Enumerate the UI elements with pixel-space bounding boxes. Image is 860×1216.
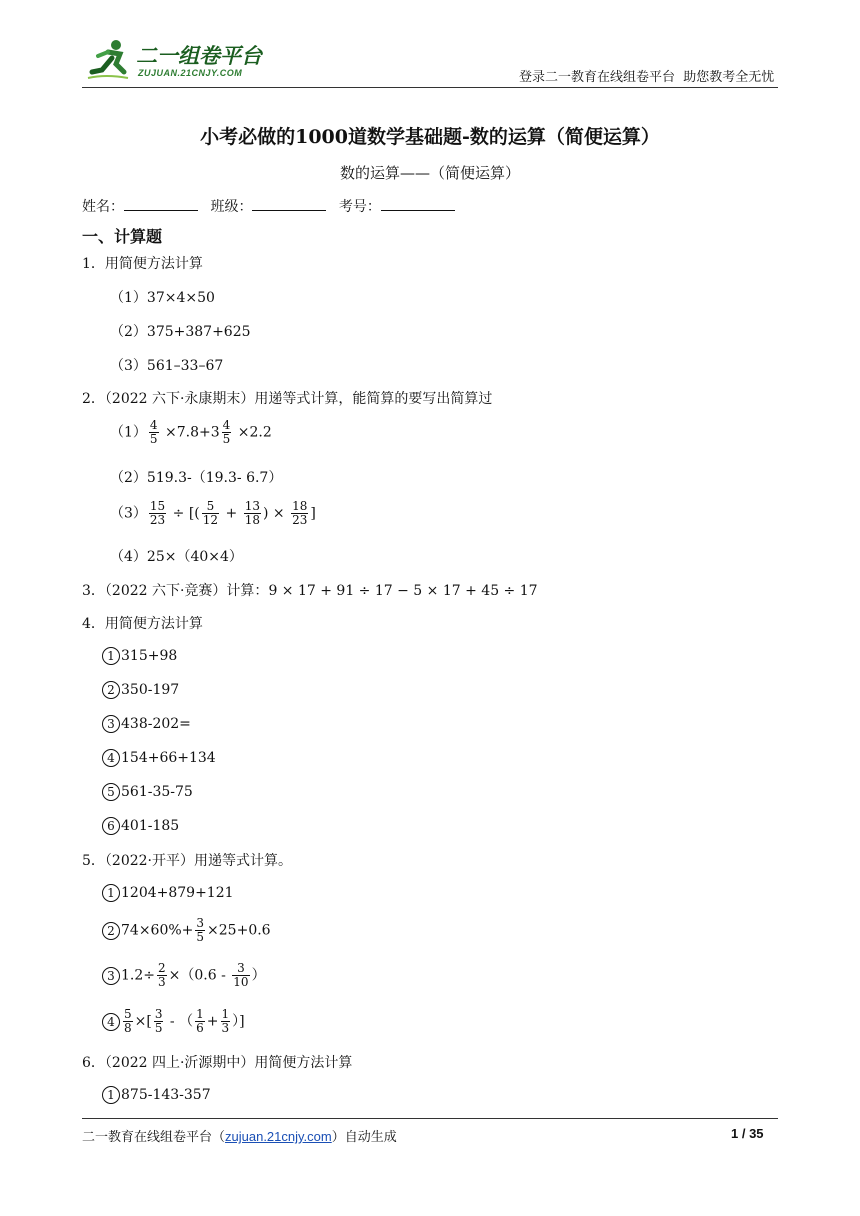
fraction: $\frac{5}{12}$ xyxy=(202,499,219,527)
exam-no-label: 考号： xyxy=(338,199,381,215)
footer-link[interactable]: zujuan.21cnjy.com xyxy=(225,1129,332,1144)
question-5-stem: 5．（2022·开平）用递等式计算。 xyxy=(82,853,292,869)
fraction: $\frac{4}{5}$ xyxy=(222,418,231,446)
question-2-stem: 2．（2022 六下·永康期末）用递等式计算，能简算的要写出简算过 xyxy=(82,391,493,407)
question-5-item-2 xyxy=(102,917,271,944)
fraction: $\frac{3}{10}$ xyxy=(233,961,249,989)
question-4-item xyxy=(102,715,191,733)
fraction: $\frac{5}{8}$ xyxy=(124,1007,132,1035)
item-text: 438-202= xyxy=(121,716,191,732)
question-2-item-4: （4）25×（40×4） xyxy=(110,549,243,565)
circled-number: 5 xyxy=(102,783,120,801)
item-text: 401-185 xyxy=(121,818,180,834)
question-5-item-4 xyxy=(102,1008,245,1035)
question-4-item xyxy=(102,817,179,835)
circled-number: 1 xyxy=(102,1086,120,1104)
class-label: 班级： xyxy=(210,199,253,215)
question-4-item xyxy=(102,681,179,699)
question-4-stem: 4．用简便方法计算 xyxy=(82,616,203,632)
expr-text: - （ xyxy=(165,1013,194,1030)
question-6-item-1 xyxy=(102,1086,211,1104)
circled-number: 3 xyxy=(102,715,120,733)
item-text: 154+66+134 xyxy=(121,750,216,766)
expr-text: ÷ [( xyxy=(168,505,200,522)
item-text: 350-197 xyxy=(121,682,180,698)
name-label: 姓名： xyxy=(82,199,124,215)
logo-text: 二一组卷平台 xyxy=(136,45,262,68)
class-input[interactable] xyxy=(252,196,326,211)
fraction: $\frac{3}{5}$ xyxy=(196,916,205,944)
runner-logo-icon xyxy=(86,38,132,82)
circled-number: 1 xyxy=(102,884,120,902)
page-subtitle: 数的运算——（简便运算） xyxy=(339,164,520,182)
expr-text: ）] xyxy=(232,1013,245,1030)
circled-number: 6 xyxy=(102,817,120,835)
item-text: 1204+879+121 xyxy=(121,885,234,901)
fraction: $\frac{4}{5}$ xyxy=(149,418,158,446)
header-tagline: 登录二一教育在线组卷平台 助您教考全无忧 xyxy=(519,70,775,85)
logo xyxy=(86,38,286,84)
page-number: 1 / 35 xyxy=(731,1126,764,1141)
expr-text: ] xyxy=(310,505,316,522)
circled-number: 2 xyxy=(102,681,120,699)
page-title: 小考必做的1000道数学基础题-数的运算（简便运算） xyxy=(200,126,660,148)
question-2-item-2: （2）519.3-（19.3- 6.7） xyxy=(110,470,283,486)
item-number: （1） xyxy=(110,424,147,441)
footer-source xyxy=(82,1126,397,1145)
question-2-item-1 xyxy=(110,419,272,446)
expr-text: ×[ xyxy=(134,1013,152,1030)
fraction: $\frac{3}{5}$ xyxy=(154,1007,163,1035)
logo-url: ZUJUAN.21CNJY.COM xyxy=(138,68,243,78)
circled-number: 4 xyxy=(102,749,120,767)
expr-text: + xyxy=(221,505,242,522)
expr-text: ×7.8+3 xyxy=(160,424,220,441)
circled-number: 4 xyxy=(102,1013,120,1031)
expr-text: 74×60%+ xyxy=(121,922,194,939)
question-6-stem: 6．（2022 四上·沂源期中）用简便方法计算 xyxy=(82,1055,353,1071)
question-1-item: （3）561–33–67 xyxy=(110,358,224,374)
expr-text: + xyxy=(206,1013,219,1030)
fraction: $\frac{15}{23}$ xyxy=(149,499,166,527)
header-divider xyxy=(82,87,778,88)
expr-text: ） xyxy=(251,967,266,984)
name-input[interactable] xyxy=(124,196,198,211)
item-text: 315+98 xyxy=(121,648,178,664)
item-text: 561-35-75 xyxy=(121,784,193,800)
expr-text: ×（0.6 - xyxy=(168,967,231,984)
item-number: （3） xyxy=(110,505,147,522)
question-2-item-3 xyxy=(110,500,316,527)
question-1-stem: 1．用简便方法计算 xyxy=(82,256,203,272)
expr-text: 1.2÷ xyxy=(121,967,155,984)
question-4-item xyxy=(102,749,216,767)
circled-number: 2 xyxy=(102,922,120,940)
question-1-item: （2）375+387+625 xyxy=(110,324,251,340)
fraction: $\frac{13}{18}$ xyxy=(244,499,260,527)
question-5-item-1 xyxy=(102,884,234,902)
fraction: $\frac{18}{23}$ xyxy=(292,499,308,527)
exam-no-input[interactable] xyxy=(381,196,455,211)
question-3 xyxy=(82,580,538,600)
question-5-item-3 xyxy=(102,962,266,989)
circled-number: 1 xyxy=(102,647,120,665)
item-text: 875-143-357 xyxy=(121,1087,211,1103)
question-4-item xyxy=(102,647,177,665)
fraction: $\frac{2}{3}$ xyxy=(158,961,166,989)
question-3-stem: 3．（2022 六下·竞赛）计算： xyxy=(82,583,269,599)
footer-text: ）自动生成 xyxy=(331,1129,397,1144)
student-info-fields xyxy=(82,196,463,216)
fraction: $\frac{1}{3}$ xyxy=(221,1007,230,1035)
circled-number: 3 xyxy=(102,967,120,985)
question-3-expression: 9 × 17 + 91 ÷ 17 − 5 × 17 + 45 ÷ 17 xyxy=(268,583,538,599)
expr-text: ) × xyxy=(262,505,290,522)
fraction: $\frac{1}{6}$ xyxy=(196,1007,204,1035)
expr-text: ×25+0.6 xyxy=(207,922,271,939)
section-heading: 一、计算题 xyxy=(82,229,163,246)
question-4-item xyxy=(102,783,193,801)
footer-divider xyxy=(82,1118,778,1119)
expr-text: ×2.2 xyxy=(233,424,272,441)
footer-text: 二一教育在线组卷平台（ xyxy=(82,1129,226,1144)
question-1-item: （1）37×4×50 xyxy=(110,290,215,306)
